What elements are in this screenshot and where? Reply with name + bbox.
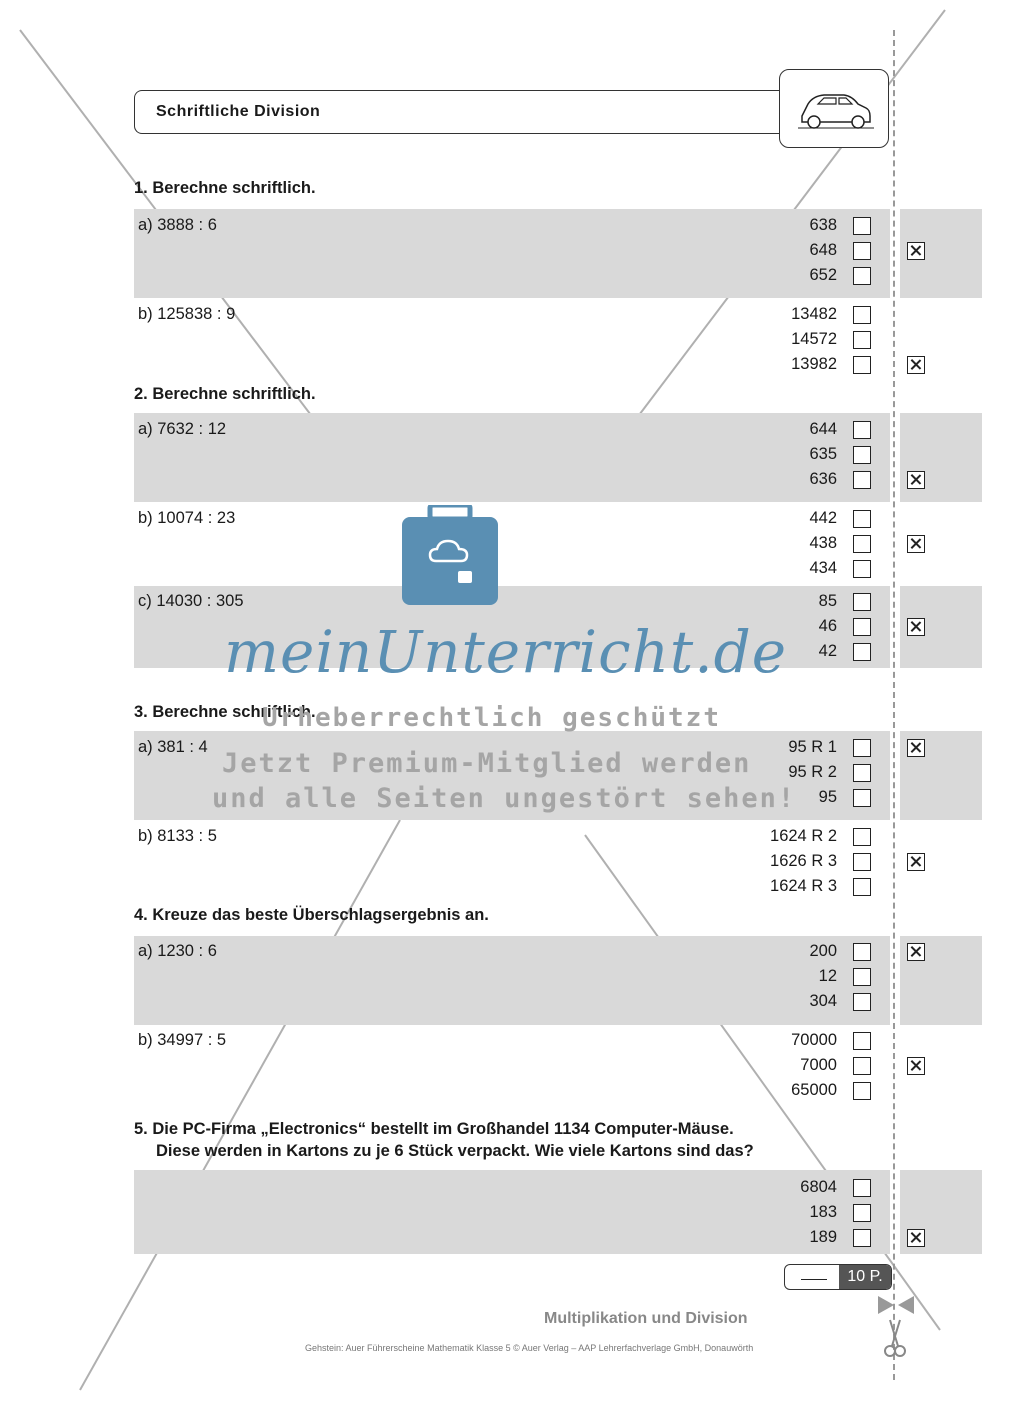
answer-checkbox[interactable]: [853, 643, 871, 661]
task-label: b) 125838 : 9: [138, 305, 236, 323]
watermark-line-3: und alle Seiten ungestört sehen!: [212, 783, 797, 814]
solution-checkbox-checked[interactable]: [907, 1229, 925, 1247]
task-label: a) 1230 : 6: [138, 942, 217, 960]
answer-option: 638: [809, 216, 837, 234]
question-2-title: 2. Berechne schriftlich.: [134, 385, 316, 403]
cut-line: [893, 30, 895, 1380]
answer-option: 648: [809, 241, 837, 259]
task-label: a) 381 : 4: [138, 738, 208, 756]
answer-checkbox[interactable]: [853, 421, 871, 439]
question-1-title: 1. Berechne schriftlich.: [134, 179, 316, 197]
header-car-frame: [779, 69, 889, 148]
answer-checkbox[interactable]: [853, 593, 871, 611]
answer-checkbox[interactable]: [853, 535, 871, 553]
scissors-icon: [882, 1318, 908, 1360]
solution-checkbox-checked[interactable]: [907, 1057, 925, 1075]
solution-checkbox-checked[interactable]: [907, 356, 925, 374]
answer-checkbox[interactable]: [853, 560, 871, 578]
answer-checkbox[interactable]: [853, 356, 871, 374]
answer-option: 1624 R 2: [770, 827, 837, 845]
answer-option: 95 R 1: [788, 738, 837, 756]
answer-option: 65000: [791, 1081, 837, 1099]
footer-credit: Gehstein: Auer Führerscheine Mathematik Klasse 5 © Auer Verlag – AAP Lehrerfachverlage GmbH, Donauwörth: [305, 1343, 754, 1353]
answer-option: 200: [809, 942, 837, 960]
answer-checkbox[interactable]: [853, 618, 871, 636]
answer-option: 85: [818, 592, 837, 610]
score-blank: [801, 1279, 827, 1280]
answer-option: 42: [818, 642, 837, 660]
answer-option: 6804: [800, 1178, 837, 1196]
answer-checkbox[interactable]: [853, 217, 871, 235]
answer-option: 644: [809, 420, 837, 438]
answer-option: 304: [809, 992, 837, 1010]
answer-checkbox[interactable]: [853, 764, 871, 782]
solution-checkbox-checked[interactable]: [907, 242, 925, 260]
briefcase-cloud-icon: [400, 505, 500, 608]
watermark-line-2: Jetzt Premium-Mitglied werden: [222, 748, 752, 779]
task-label: b) 10074 : 23: [138, 509, 236, 527]
answer-option: 183: [809, 1203, 837, 1221]
answer-option: 12: [818, 967, 837, 985]
task-label: a) 7632 : 12: [138, 420, 227, 438]
answer-option: 442: [809, 509, 837, 527]
question-4-title: 4. Kreuze das beste Überschlagsergebnis an.: [134, 906, 489, 924]
bowtie-icon: [876, 1294, 916, 1316]
watermark-brand: meinUnterricht.de: [224, 618, 788, 686]
answer-checkbox[interactable]: [853, 943, 871, 961]
answer-option: 438: [809, 534, 837, 552]
answer-checkbox[interactable]: [853, 446, 871, 464]
question-5-title-line1: 5. Die PC-Firma „Electronics“ bestellt im Großhandel 1134 Computer-Mäuse.: [134, 1120, 734, 1138]
score-points: 10 P.: [839, 1265, 891, 1289]
task-label: a) 3888 : 6: [138, 216, 217, 234]
answer-option: 14572: [791, 330, 837, 348]
car-icon: [780, 70, 887, 146]
answer-checkbox[interactable]: [853, 1179, 871, 1197]
answer-option: 13982: [791, 355, 837, 373]
answer-option: 46: [818, 617, 837, 635]
answer-checkbox[interactable]: [853, 331, 871, 349]
answer-option: 95 R 2: [788, 763, 837, 781]
answer-checkbox[interactable]: [853, 1204, 871, 1222]
answer-checkbox[interactable]: [853, 993, 871, 1011]
question-3-title: 3. Berechne schriftlich.: [134, 703, 316, 721]
solution-checkbox-checked[interactable]: [907, 535, 925, 553]
worksheet-title: Schriftliche Division: [156, 103, 321, 120]
answer-option: 434: [809, 559, 837, 577]
answer-option: 652: [809, 266, 837, 284]
answer-checkbox[interactable]: [853, 1082, 871, 1100]
answer-checkbox[interactable]: [853, 1032, 871, 1050]
answer-checkbox[interactable]: [853, 267, 871, 285]
answer-checkbox[interactable]: [853, 828, 871, 846]
score-box: [784, 1264, 892, 1290]
answer-checkbox[interactable]: [853, 739, 871, 757]
answer-checkbox[interactable]: [853, 853, 871, 871]
task-label: b) 8133 : 5: [138, 827, 217, 845]
solution-checkbox-checked[interactable]: [907, 943, 925, 961]
answer-checkbox[interactable]: [853, 789, 871, 807]
answer-option: 636: [809, 470, 837, 488]
answer-option: 13482: [791, 305, 837, 323]
answer-option: 1624 R 3: [770, 877, 837, 895]
solution-checkbox-checked[interactable]: [907, 618, 925, 636]
solution-checkbox-checked[interactable]: [907, 739, 925, 757]
solution-checkbox-checked[interactable]: [907, 853, 925, 871]
task-label: c) 14030 : 305: [138, 592, 244, 610]
answer-option: 635: [809, 445, 837, 463]
answer-option: 95: [818, 788, 837, 806]
watermark-line-1: Urheberrechtlich geschützt: [262, 703, 721, 733]
answer-option: 70000: [791, 1031, 837, 1049]
footer-title: Multiplikation und Division: [544, 1310, 748, 1327]
answer-checkbox[interactable]: [853, 968, 871, 986]
answer-option: 189: [809, 1228, 837, 1246]
answer-checkbox[interactable]: [853, 306, 871, 324]
question-5-title-line2: Diese werden in Kartons zu je 6 Stück verpackt. Wie viele Kartons sind das?: [156, 1142, 754, 1160]
answer-option: 1626 R 3: [770, 852, 837, 870]
answer-checkbox[interactable]: [853, 242, 871, 260]
answer-checkbox[interactable]: [853, 878, 871, 896]
answer-option: 7000: [800, 1056, 837, 1074]
task-label: b) 34997 : 5: [138, 1031, 227, 1049]
answer-checkbox[interactable]: [853, 1229, 871, 1247]
answer-checkbox[interactable]: [853, 471, 871, 489]
solution-checkbox-checked[interactable]: [907, 471, 925, 489]
answer-checkbox[interactable]: [853, 1057, 871, 1075]
answer-checkbox[interactable]: [853, 510, 871, 528]
